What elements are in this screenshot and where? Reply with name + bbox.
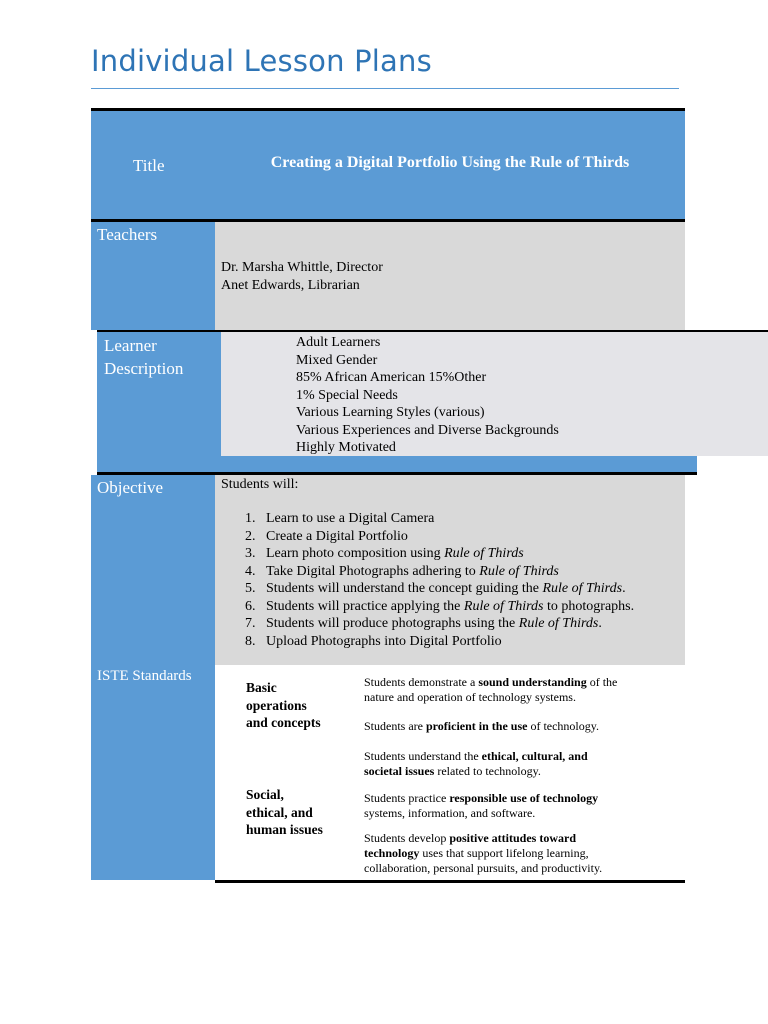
title-underline xyxy=(91,88,679,89)
objective-item: Upload Photographs into Digital Portfolio xyxy=(266,633,502,649)
learner-line: Adult Learners xyxy=(296,335,381,350)
learner-list xyxy=(296,334,559,457)
objective-item: Students will practice applying the Rule of Thirds to photographs. xyxy=(266,598,635,614)
page-title: Individual Lesson Plans xyxy=(91,44,432,78)
objective-label: Objective xyxy=(97,478,164,497)
objective-item: Students will produce photographs using the Rule of Thirds. xyxy=(266,616,602,631)
learner-label xyxy=(104,334,183,380)
iste-category-basic: Basic operations and concepts xyxy=(246,680,321,730)
learner-line: Mixed Gender xyxy=(296,352,378,368)
teachers-label: Teachers xyxy=(97,225,158,244)
objective-item: Learn photo composition using Rule of Thirds xyxy=(266,546,524,561)
title-label: Title xyxy=(133,156,165,175)
iste-category-social: Social, ethical, and human issues xyxy=(246,787,323,837)
objective-item: Take Digital Photographs adhering to Rule of Thirds xyxy=(266,563,559,579)
table-bottom-border xyxy=(215,880,685,883)
iste-label: ISTE Standards xyxy=(97,668,192,684)
learner-label-line2: Description xyxy=(104,359,184,378)
objective-item: Learn to use a Digital Camera xyxy=(266,511,435,526)
iste-description: Students practice responsible use of technology systems, information, and software. xyxy=(364,791,599,820)
iste-description: Students demonstrate a sound understanding of the nature and operation of technology systems. xyxy=(364,675,618,704)
iste-description: Students understand the ethical, cultural, and societal issues related to technology. xyxy=(364,749,588,778)
objectives-list xyxy=(221,510,634,650)
teacher-line: Anet Edwards, Librarian xyxy=(221,277,360,293)
learner-line: 85% African American 15%Other xyxy=(296,370,487,385)
learner-line: Various Experiences and Diverse Backgrounds xyxy=(296,422,559,438)
iste-description: Students are proficient in the use of technology. xyxy=(364,719,599,733)
learner-line: 1% Special Needs xyxy=(296,387,398,403)
iste-description: Students develop positive attitudes toward technology uses that support lifelong learning, collaboration, personal pursuits, and productivity. xyxy=(364,831,603,875)
learner-line: Various Learning Styles (various) xyxy=(296,405,485,420)
teacher-line: Dr. Marsha Whittle, Director xyxy=(221,260,383,275)
objective-item: Students will understand the concept guiding the Rule of Thirds. xyxy=(266,581,626,596)
learner-line: Highly Motivated xyxy=(296,440,396,455)
lesson-title: Creating a Digital Portfolio Using the Rule of Thirds xyxy=(270,154,630,171)
learner-label-line1: Learner xyxy=(104,336,157,355)
objective-item: Create a Digital Portfolio xyxy=(266,528,408,544)
teachers-list xyxy=(221,259,383,294)
objective-intro: Students will: xyxy=(221,477,299,492)
